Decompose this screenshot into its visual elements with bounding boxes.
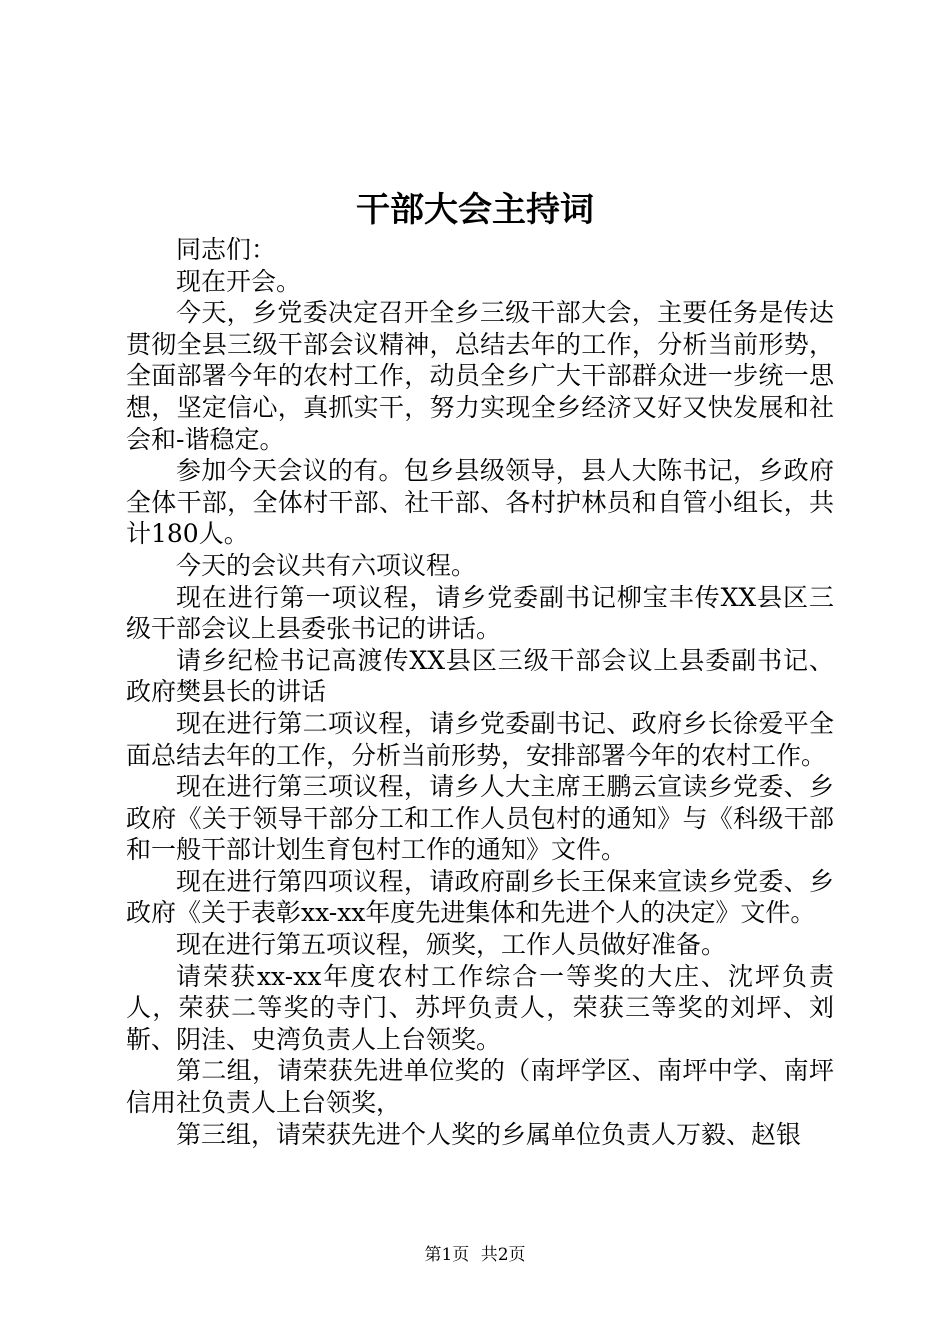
- paragraph-opening: 现在开会。: [176, 266, 302, 296]
- paragraph-agenda-count: 今天的会议共有六项议程。: [176, 550, 477, 580]
- paragraph-attendees: 参加今天会议的有。包乡县级领导，县人大陈书记，乡政府全体干部，全体村干部、社干部、各村护林员和自管小组长，共计180人。: [126, 456, 834, 549]
- paragraph-agenda-1b: 请乡纪检书记高渡传XX县区三级干部会议上县委副书记、政府樊县长的讲话: [126, 645, 834, 707]
- paragraph-award-group-1: 请荣获xx-xx年度农村工作综合一等奖的大庄、沈坪负责人，荣获二等奖的寺门、苏坪负责人，荣获三等奖的刘坪、刘靳、阴洼、史湾负责人上台领奖。: [126, 961, 834, 1054]
- page-number-current: 第1页: [424, 1245, 470, 1265]
- document-title: 干部大会主持词: [356, 190, 594, 230]
- paragraph-agenda-1: 现在进行第一项议程，请乡党委副书记柳宝丰传XX县区三级干部会议上县委张书记的讲话。: [126, 582, 834, 644]
- document-body: [126, 234, 834, 1150]
- paragraph-agenda-2: 现在进行第二项议程，请乡党委副书记、政府乡长徐爱平全面总结去年的工作，分析当前形势，安排部署今年的农村工作。: [126, 708, 834, 770]
- paragraph-purpose: 今天，乡党委决定召开全乡三级干部大会，主要任务是传达贯彻全县三级干部会议精神，总结去年的工作，分析当前形势，全面部署今年的农村工作，动员全乡广大干部群众进一步统一思想，坚定信心，真抓实干，努力实现全乡经济又好又快发展和社会和-谐稳定。: [126, 298, 834, 454]
- paragraph-agenda-5: 现在进行第五项议程，颁奖，工作人员做好准备。: [176, 930, 727, 960]
- paragraph-award-group-2: 第二组，请荣获先进单位奖的（南坪学区、南坪中学、南坪信用社负责人上台领奖，: [126, 1056, 834, 1118]
- paragraph-greeting: 同志们：: [176, 235, 277, 264]
- page-footer: [0, 1243, 950, 1267]
- page-number-total: 共2页: [480, 1245, 526, 1265]
- paragraph-agenda-3: 现在进行第三项议程，请乡人大主席王鹏云宣读乡党委、乡政府《关于领导干部分工和工作人员包村的通知》与《科级干部和一般干部计划生育包村工作的通知》文件。: [126, 772, 834, 865]
- paragraph-award-group-3: 第三组，请荣获先进个人奖的乡属单位负责人万毅、赵银: [176, 1119, 802, 1149]
- paragraph-agenda-4: 现在进行第四项议程，请政府副乡长王保来宣读乡党委、乡政府《关于表彰xx-xx年度先进集体和先进个人的决定》文件。: [126, 866, 834, 928]
